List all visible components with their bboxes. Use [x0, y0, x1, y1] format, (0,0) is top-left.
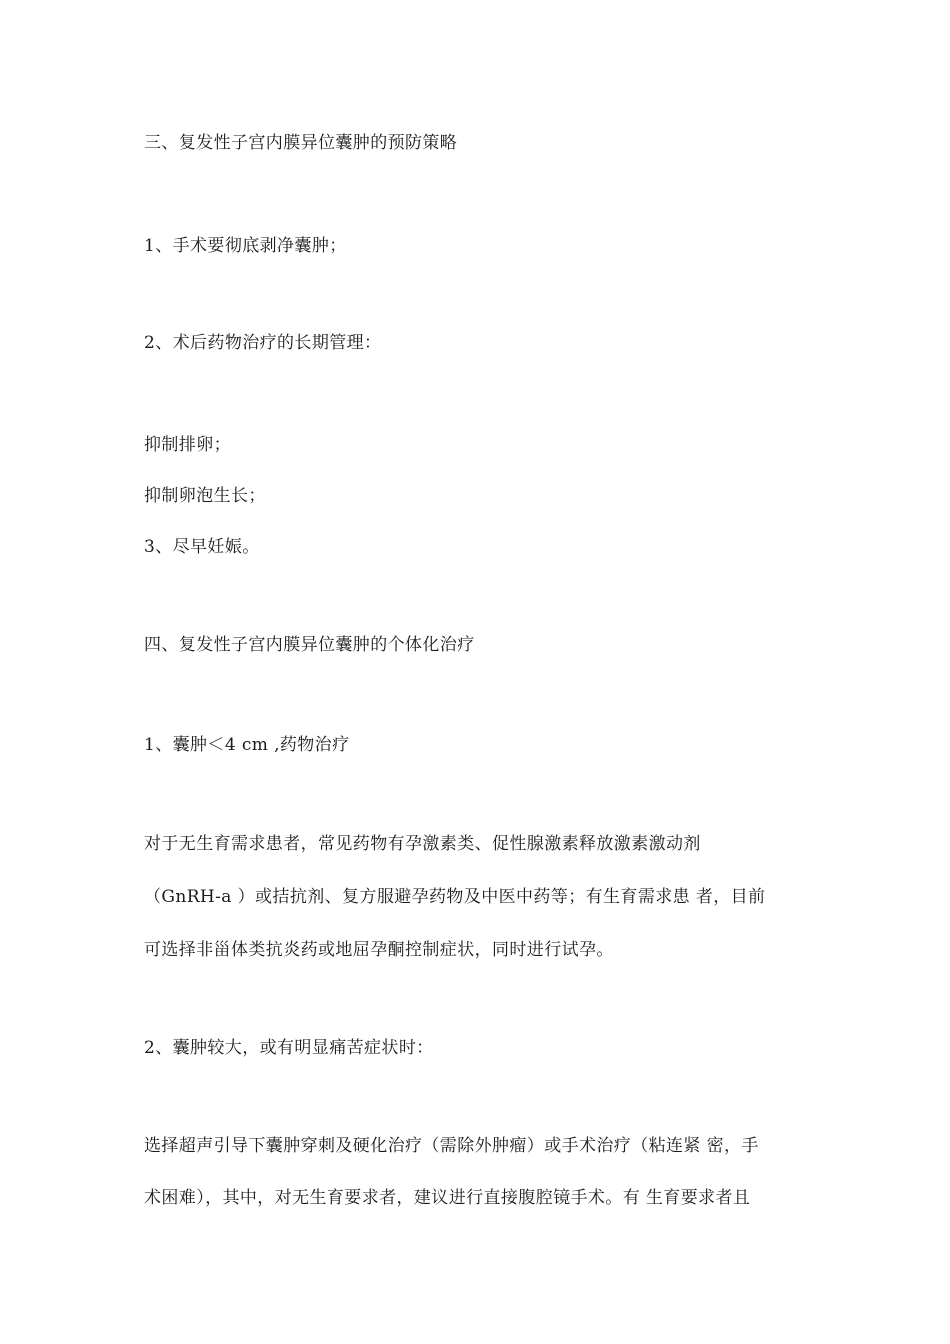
list-item: 1、手术要彻底剥净囊肿； [144, 236, 347, 256]
list-item: 2、囊肿较大，或有明显痛苦症状时： [144, 1038, 434, 1058]
list-item: 抑制排卵； [144, 435, 231, 455]
section-heading-treatment: 四、复发性子宫内膜异位囊肿的个体化治疗 [144, 635, 475, 655]
paragraph-line: 术困难），其中，对无生育要求者，建议进行直接腹腔镜手术。有 生育要求者且 [144, 1188, 751, 1208]
list-item: 抑制卵泡生长； [144, 486, 266, 506]
paragraph-line: 对于无生育需求患者，常见药物有孕激素类、促性腺激素释放激素激动剂 [144, 834, 701, 854]
paragraph-line: 选择超声引导下囊肿穿刺及硬化治疗（需除外肿瘤）或手术治疗（粘连紧 密，手 [144, 1136, 759, 1156]
paragraph-line: （GnRH-a ）或拮抗剂、复方服避孕药物及中医中药等；有生育需求患 者，目前 [144, 887, 766, 907]
paragraph-line: 可选择非甾体类抗炎药或地屈孕酮控制症状，同时进行试孕。 [144, 940, 614, 960]
list-item: 1、囊肿＜4 cm ,药物治疗 [144, 735, 350, 755]
list-item: 2、术后药物治疗的长期管理： [144, 333, 382, 353]
list-item: 3、尽早妊娠。 [144, 537, 260, 557]
section-heading-prevention: 三、复发性子宫内膜异位囊肿的预防策略 [144, 133, 458, 153]
